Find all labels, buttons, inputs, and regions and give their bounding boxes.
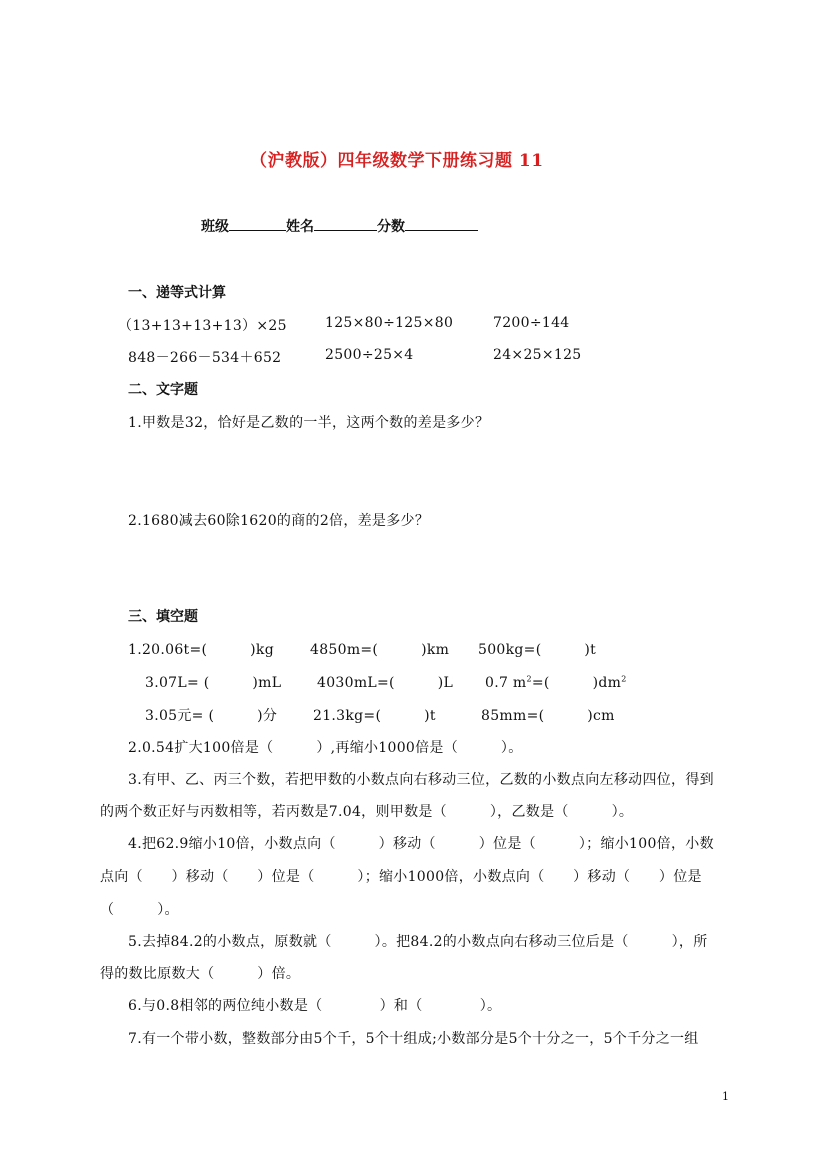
word-problem-1: 1.甲数是32，恰好是乙数的一半，这两个数的差是多少？	[128, 415, 490, 431]
fill-blank-5: 5.去掉84.2的小数点，原数就（ ）。把84.2的小数点向右移动三位后是（ ），所	[128, 934, 708, 950]
fill-blank-3: 3.有甲、乙、丙三个数，若把甲数的小数点向右移动三位，乙数的小数点向左移动四位，得到	[128, 772, 714, 788]
conversion-item: 21.3kg=( )t	[313, 708, 436, 724]
score-blank	[405, 216, 478, 231]
conversion-item-area: 0.7 $m^2=$( )$dm^2$	[485, 674, 627, 691]
conversion-item: 4850m=( )km	[310, 642, 450, 658]
fill-blank-5-cont: 得的数比原数大（ ）倍。	[100, 966, 301, 982]
conversion-item: 500kg=( )t	[478, 642, 597, 658]
fill-blank-4: 4.把62.9缩小10倍，小数点向（ ）移动（ ）位是（ ）；缩小100倍，小数	[128, 836, 714, 852]
conversion-item: 3.05元= ( )分	[145, 708, 278, 724]
conversion-item: 85mm=( )cm	[481, 708, 615, 724]
class-blank	[229, 216, 286, 231]
student-info-line	[201, 216, 478, 236]
class-label: 班级	[201, 219, 229, 235]
calc-item: 125×80÷125×80	[325, 315, 454, 331]
calc-item: 2500÷25×4	[325, 347, 414, 363]
page-title: （沪教版）四年级数学下册练习题 11	[250, 151, 544, 171]
fill-blank-3-cont: 的两个数正好与丙数相等，若丙数是7.04，则甲数是（ ），乙数是（ ）。	[100, 804, 634, 820]
calc-item: （13+13+13+13）×25	[118, 318, 287, 334]
name-label: 姓名	[286, 219, 314, 235]
section3-heading: 三、填空题	[128, 609, 198, 625]
calc-item: 7200÷144	[493, 315, 570, 331]
fill-blank-4-cont: （ ）。	[100, 902, 179, 918]
fill-blank-6: 6.与0.8相邻的两位纯小数是（ ）和（ ）。	[128, 998, 502, 1014]
calc-item: 24×25×125	[493, 347, 582, 363]
conversion-item: 3.07L= ( )mL	[145, 675, 282, 691]
section1-heading: 一、递等式计算	[128, 285, 226, 301]
section2-heading: 二、文字题	[128, 382, 198, 398]
word-problem-2: 2.1680减去60除1620的商的2倍，差是多少？	[128, 513, 430, 529]
conversion-item: 1.20.06t=( )kg	[128, 642, 274, 658]
fill-blank-2: 2.0.54扩大100倍是（ ）,再缩小1000倍是（ ）。	[128, 740, 523, 756]
calc-item: 848－266－534＋652	[128, 350, 282, 366]
name-blank	[314, 216, 377, 231]
conversion-item: 4030mL=( )L	[317, 675, 454, 691]
fill-blank-7: 7.有一个带小数，整数部分由5个千，5个十组成;小数部分是5个十分之一，5个千分之一组	[128, 1031, 699, 1047]
score-label: 分数	[377, 219, 405, 235]
fill-blank-4-cont: 点向（ ）移动（ ）位是（ ）；缩小1000倍，小数点向（ ）移动（ ）位是	[100, 869, 702, 885]
page-number: 1	[722, 1090, 729, 1103]
